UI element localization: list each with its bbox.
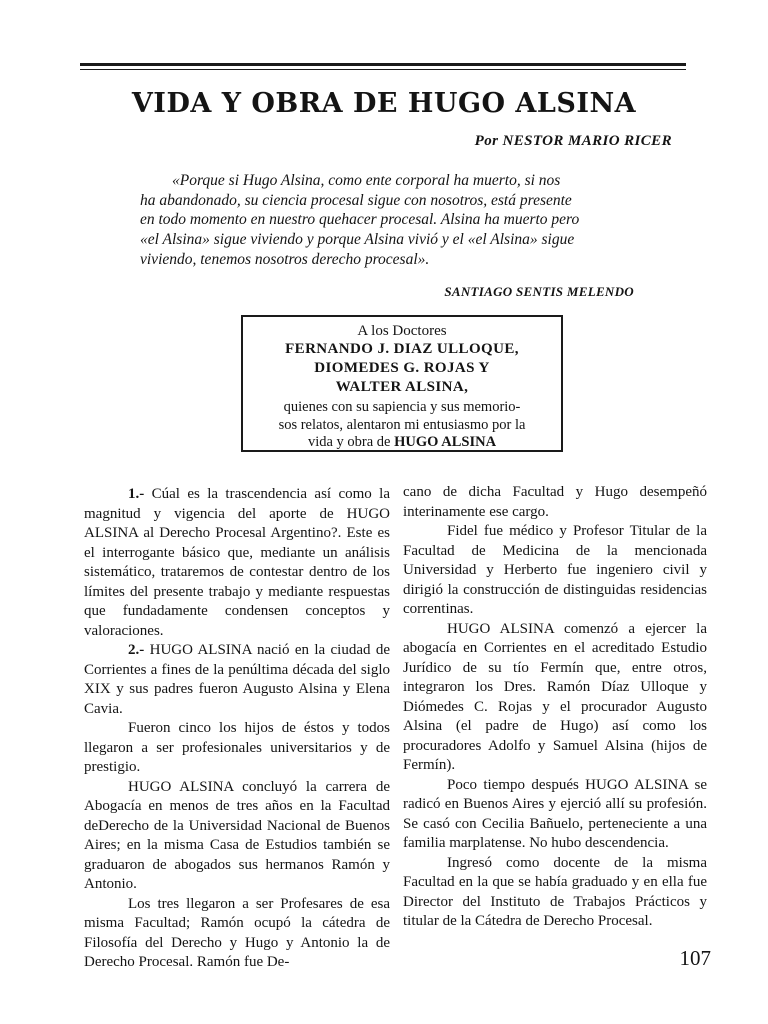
epigraph-line: «Porque si Hugo Alsina, como ente corporal ha muerto, si nos <box>172 172 561 189</box>
dedication-name: FERNANDO J. DIAZ ULLOQUE, <box>285 341 519 357</box>
epigraph-line: viviendo, tenemos nosotros derecho procesal». <box>140 250 430 268</box>
top-rule-thin <box>80 69 686 70</box>
paragraph-text: Fueron cinco los hijos de éstos y todos llegaron a ser profesionales universitarios y de prestigio. <box>84 720 390 775</box>
paragraph <box>84 895 390 973</box>
author-byline: Por NESTOR MARIO RICER <box>474 133 672 149</box>
epigraph-line: «el Alsina» sigue viviendo y porque Alsina vivió y el «el Alsina» sigue <box>140 231 575 249</box>
dedication-name: WALTER ALSINA, <box>335 379 469 395</box>
page-number: 107 <box>679 946 711 970</box>
paragraph <box>84 778 390 895</box>
dedication-body-line: sos relatos, alentaron mi entusiasmo por la <box>278 416 526 433</box>
dedication-intro: A los Doctores <box>357 323 447 339</box>
dedication-closing-name: HUGO ALSINA <box>394 434 497 450</box>
dedication-box <box>241 315 563 452</box>
epigraph-quote <box>140 171 660 270</box>
paragraph-text: HUGO ALSINA nació en la ciudad de Corrientes a fines de la penúltima década del siglo XIX y sus padres fueron Augusto Alsina y Elena Cavia. <box>84 642 391 717</box>
dedication-body-line: quienes con su sapiencia y sus memorio- <box>283 399 521 415</box>
dedication-closing-line <box>243 434 561 452</box>
paragraph-text: Poco tiempo después HUGO ALSINA se radicó en Buenos Aires y ejerció allí su profesión. Se casó con Cecilia Bañuelo, perteneciente a una familia marplatense. No hubo descendencia. <box>403 776 707 851</box>
paragraph-continuation <box>403 483 707 522</box>
left-column <box>84 485 390 973</box>
paragraph <box>403 522 707 620</box>
right-column <box>403 483 707 932</box>
paragraph <box>84 485 390 641</box>
paragraph-text: cano de dicha Facultad y Hugo desempeñó interinamente ese cargo. <box>403 484 707 520</box>
dedication-body <box>243 399 561 452</box>
paragraph <box>84 719 390 778</box>
paragraph-text: Ingresó como docente de la misma Facultad en la que se había graduado y en ella fue Director del Instituto de Trabajos Prácticos y titular de la Cátedra de Derecho Procesal. <box>403 854 707 929</box>
dedication-name: DIOMEDES G. ROJAS Y <box>314 360 490 376</box>
dedication-closing-text: vida y obra de <box>307 434 391 450</box>
paragraph <box>403 620 707 776</box>
epigraph-line: en todo momento en nuestro quehacer procesal. Alsina ha muerto pero <box>140 211 580 229</box>
paragraph-text: Fidel fue médico y Profesor Titular de la Facultad de Medicina de la mencionada Universidad y Herberto fue ingeniero civil y dirigió la construcción de distinguidas residencias correntinas. <box>403 523 707 617</box>
paragraph <box>84 641 390 719</box>
article-title: VIDA Y OBRA DE HUGO ALSINA <box>131 88 637 119</box>
paragraph-text: Los tres llegaron a ser Profesares de esa misma Facultad; Ramón ocupó la cátedra de Filosofía del Derecho y Hugo y Antonio la de Derecho Procesal. Ramón fue De- <box>84 895 390 970</box>
paragraph-text: HUGO ALSINA concluyó la carrera de Abogacía en menos de tres años en la Facultad deDerecho de la Universidad Nacional de Buenos Aires; en la misma Casa de Estudios también se graduaron de abogados sus hermanos Ramón y Antonio. <box>84 778 390 892</box>
paragraph-number: 1.- <box>128 486 145 502</box>
epigraph-line: ha abandonado, su ciencia procesal sigue con nosotros, está presente <box>140 191 572 209</box>
paragraph-text: HUGO ALSINA comenzó a ejercer la abogacía en Corrientes en el acreditado Estudio Jurídico de su tío Fermín que, entre otros, integraron los Dres. Ramón Díaz Ulloque y Diómedes C. Rojas y el procurador Augusto Alsina (el padre de Hugo) así como los procuradores Adolfo y Samuel Alsina (hijos de Fermín). <box>403 620 707 773</box>
epigraph-attribution: SANTIAGO SENTIS MELENDO <box>444 284 634 299</box>
paragraph <box>403 776 707 854</box>
paragraph-text: Cúal es la trascendencia así como la magnitud y vigencia del aporte de HUGO ALSINA al Derecho Procesal Argentino?. Este es el interrogante básico que, mediante un análisis sistemático, trataremos de contestar dentro de los límites del presente trabajo y mediante respuestas que fundadamente condensen conceptos y valoraciones. <box>84 486 391 639</box>
top-rule-thick <box>80 63 686 66</box>
paragraph <box>403 854 707 932</box>
paragraph-number: 2.- <box>128 642 145 658</box>
